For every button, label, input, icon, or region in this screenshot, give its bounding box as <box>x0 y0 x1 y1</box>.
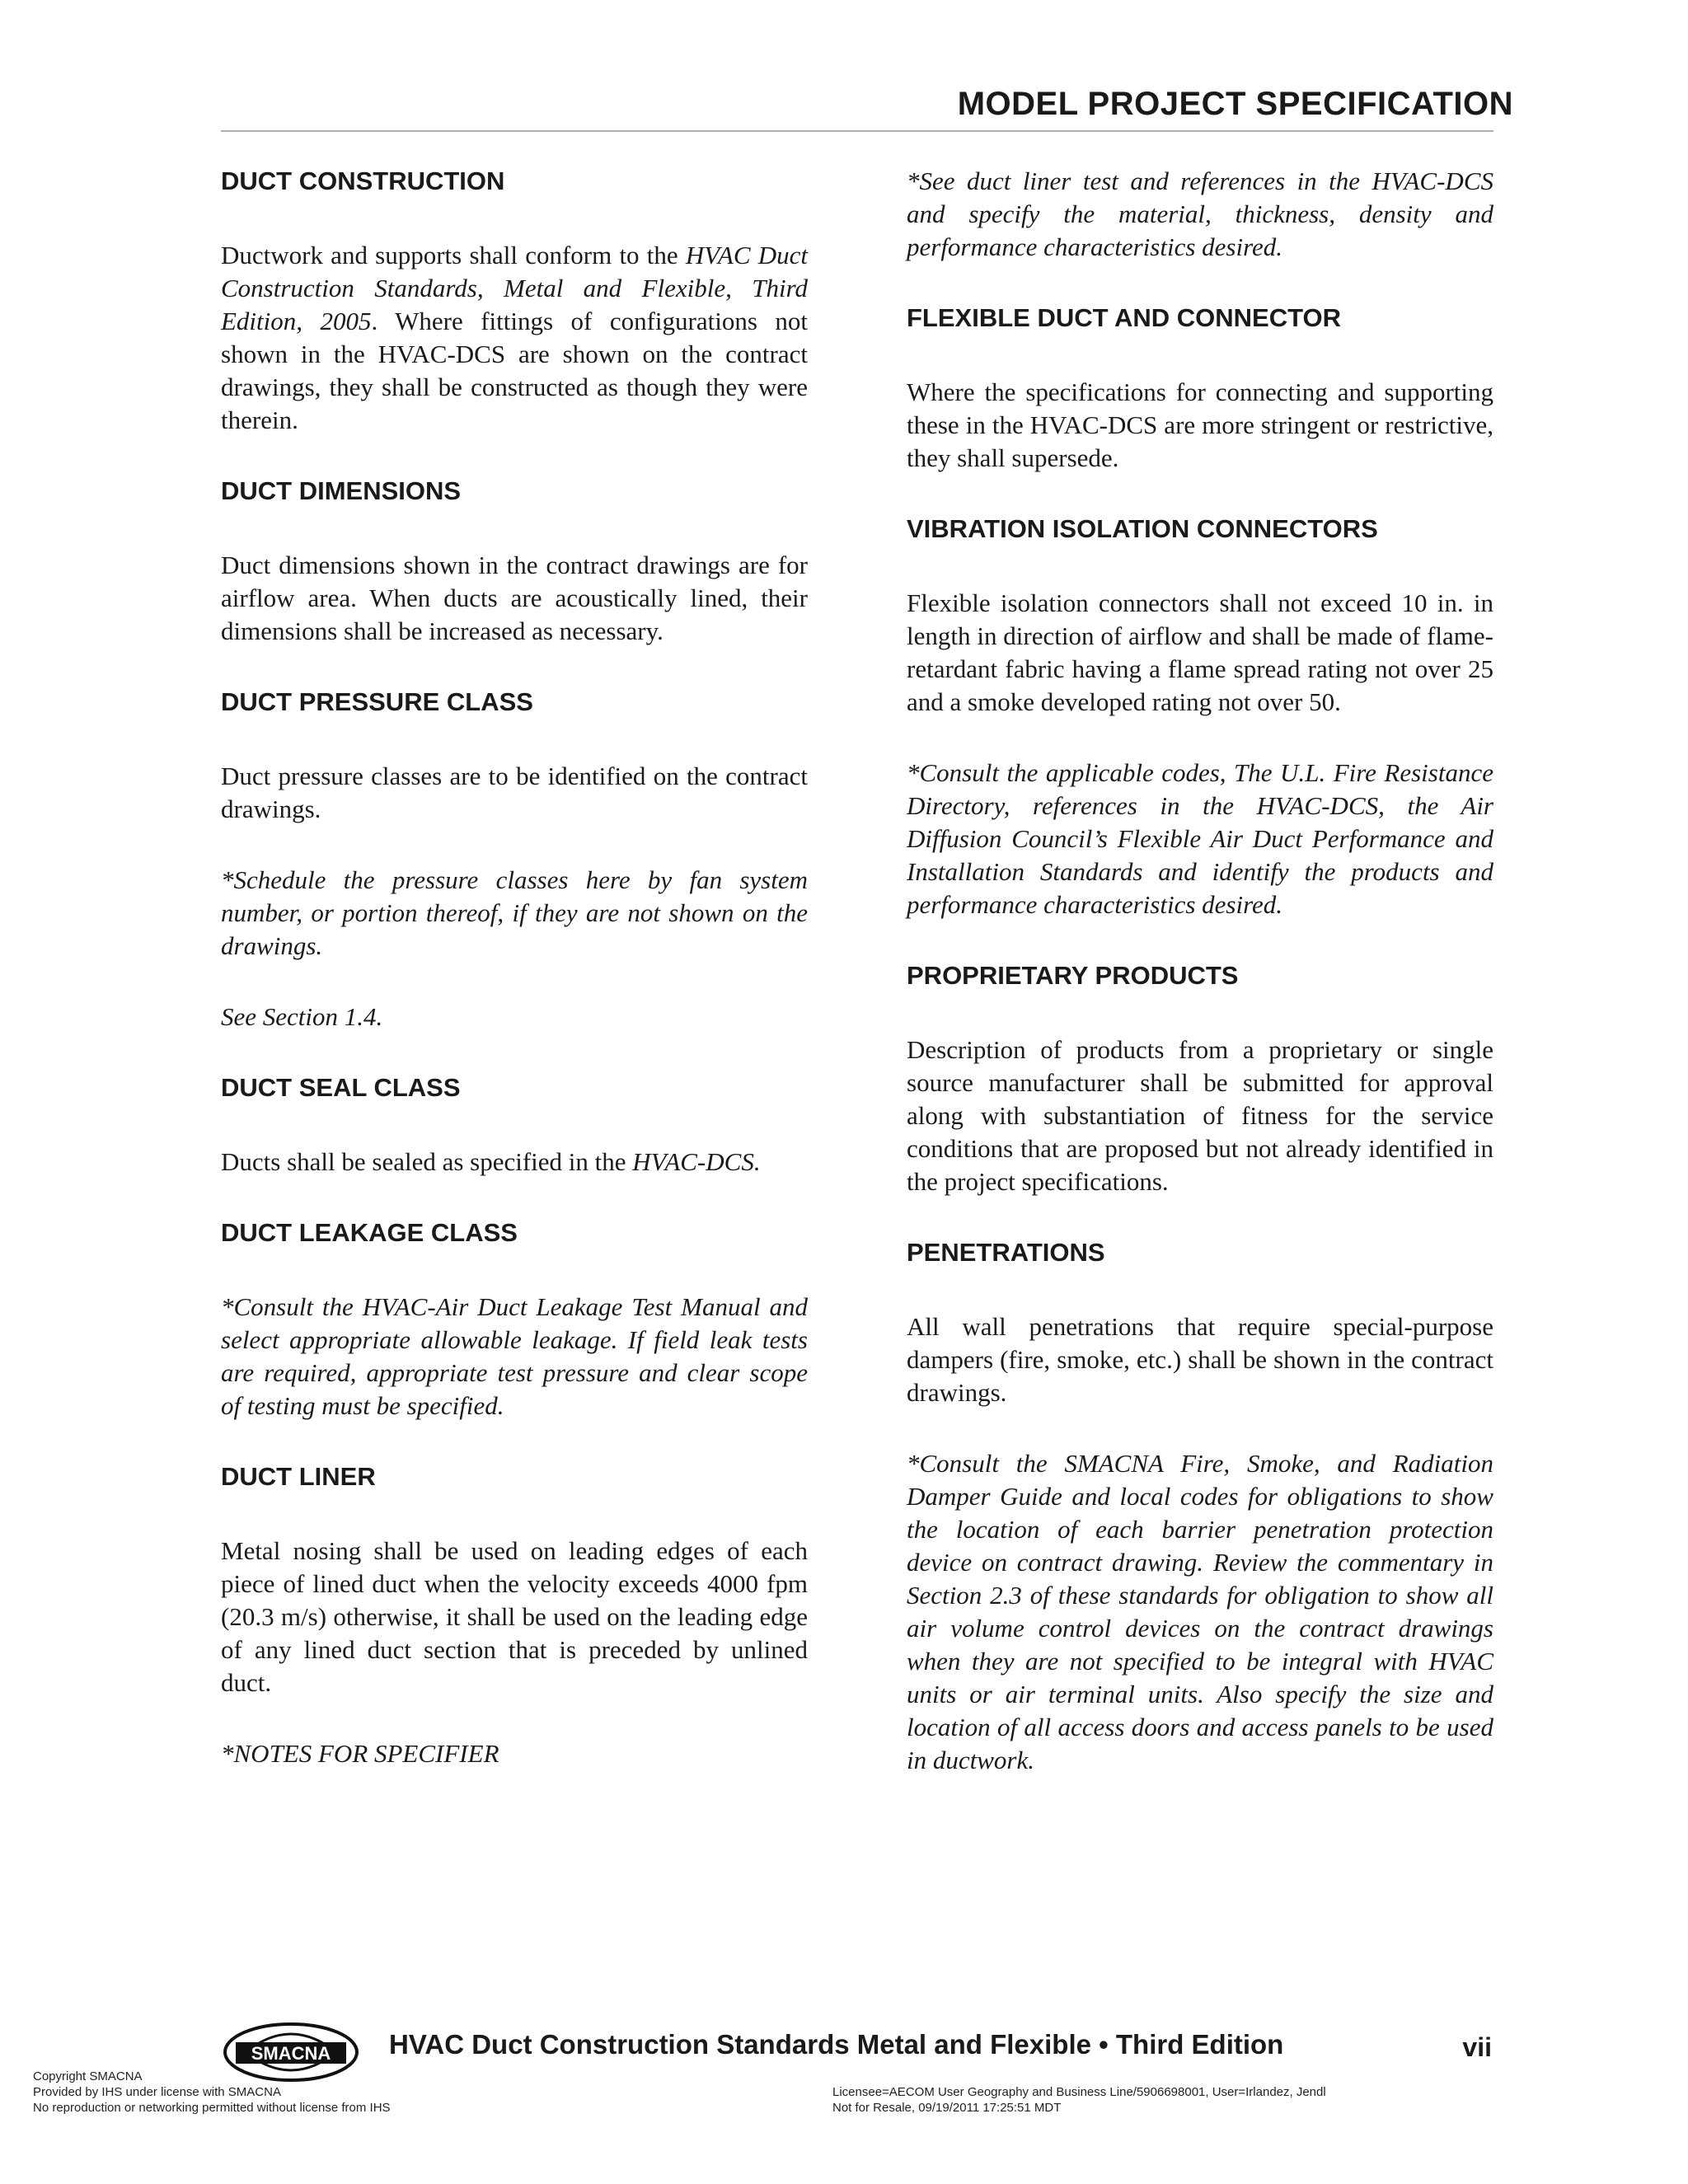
licensee-line-1: Licensee=AECOM User Geography and Business Line/5906698001, User=Irlandez, Jendl <box>832 2085 1326 2099</box>
duct-seal-text-italic: HVAC-DCS. <box>632 1147 761 1176</box>
duct-construction-text-italic: HVAC Duct Construction Standards, Metal and Flexible, Third Edition, 2005 <box>221 241 808 335</box>
duct-dimensions-paragraph: Duct dimensions shown in the contract drawings are for airflow area. When ducts are acoustically lined, their dimensions shall be increased as necessary. <box>221 551 808 645</box>
section-heading-duct-liner: DUCT LINER <box>221 1462 376 1491</box>
section-heading-duct-dimensions: DUCT DIMENSIONS <box>221 476 462 505</box>
licensee-block <box>832 2084 1326 2116</box>
flexible-duct-paragraph: Where the specifications for connecting and supporting these in the HVAC-DCS are more stringent or restrictive, they shall supersede. <box>907 377 1493 472</box>
vibration-isolation-note: *Consult the applicable codes, The U.L. Fire Resistance Directory, references in the HVAC-DCS, the Air Diffusion Council’s Flexible Air Duct Performance and Installation Standards and identify the products and performance characteristics desired. <box>907 758 1493 919</box>
copyright-line-3: No reproduction or networking permitted without license from IHS <box>33 2101 391 2115</box>
licensee-line-2: Not for Resale, 09/19/2011 17:25:51 MDT <box>832 2101 1062 2115</box>
duct-pressure-class-see: See Section 1.4. <box>221 1002 383 1031</box>
page-number: vii <box>1462 2032 1492 2062</box>
duct-pressure-class-paragraph: Duct pressure classes are to be identified on the contract drawings. <box>221 762 808 823</box>
copyright-line-2: Provided by IHS under license with SMACNA <box>33 2085 281 2099</box>
duct-construction-paragraph <box>221 239 808 437</box>
section-heading-duct-pressure-class: DUCT PRESSURE CLASS <box>221 687 533 716</box>
page-header-title: MODEL PROJECT SPECIFICATION <box>957 86 1513 122</box>
right-column <box>907 165 1493 1815</box>
section-heading-penetrations: PENETRATIONS <box>907 1238 1105 1267</box>
header-rule <box>221 130 1493 132</box>
copyright-line-1: Copyright SMACNA <box>33 2069 143 2083</box>
section-heading-flexible-duct: FLEXIBLE DUCT AND CONNECTOR <box>907 303 1341 332</box>
notes-for-specifier: *NOTES FOR SPECIFIER <box>221 1739 499 1768</box>
section-heading-duct-seal-class: DUCT SEAL CLASS <box>221 1073 461 1102</box>
duct-construction-text-b: . Where fittings of configurations not shown in the HVAC-DCS are shown on the contract drawings, they shall be constructed as though they were therein. <box>221 307 808 434</box>
section-heading-vibration-isolation: VIBRATION ISOLATION CONNECTORS <box>907 514 1378 543</box>
duct-seal-text: Ducts shall be sealed as specified in the <box>221 1147 633 1176</box>
penetrations-note: *Consult the SMACNA Fire, Smoke, and Radiation Damper Guide and local codes for obligations to show the location of each barrier penetration protection device on contract drawing. Review the commentary in Section 2.3 of these standards for obligation to show all air volume control devices on the contract drawings when they are not specified to be integral with HVAC units or air terminal units. Also specify the size and location of all access doors and access panels to be used in ductwork. <box>907 1449 1493 1774</box>
duct-liner-note: *See duct liner test and references in the HVAC-DCS and specify the material, thickness, density and performance characteristics desired. <box>907 166 1493 261</box>
duct-seal-class-paragraph <box>221 1146 808 1179</box>
duct-construction-text-a: Ductwork and supports shall conform to the <box>221 241 686 269</box>
proprietary-products-paragraph: Description of products from a proprietary or single source manufacturer shall be submitted for approval along with substantiation of fitness for the service conditions that are proposed but not already identified in the project specifications. <box>907 1035 1493 1196</box>
footer-title: HVAC Duct Construction Standards Metal and Flexible • Third Edition <box>389 2029 1284 2060</box>
section-heading-duct-construction: DUCT CONSTRUCTION <box>221 166 505 195</box>
smacna-logo-text: SMACNA <box>251 2043 331 2064</box>
copyright-block <box>33 2069 391 2116</box>
duct-liner-paragraph: Metal nosing shall be used on leading edges of each piece of lined duct when the velocity exceeds 4000 fpm (20.3 m/s) otherwise, it shall be used on the leading edge of any lined duct section that is preceded by unlined duct. <box>221 1536 808 1697</box>
penetrations-paragraph: All wall penetrations that require special-purpose dampers (fire, smoke, etc.) shall be shown in the contract drawings. <box>907 1312 1493 1407</box>
vibration-isolation-paragraph: Flexible isolation connectors shall not exceed 10 in. in length in direction of airflow and shall be made of flame-retardant fabric having a flame spread rating not over 25 and a smoke developed rating not over 50. <box>907 588 1493 716</box>
left-column <box>221 165 808 1808</box>
duct-pressure-class-note: *Schedule the pressure classes here by fan system number, or portion thereof, if they are not shown on the drawings. <box>221 865 808 960</box>
section-heading-duct-leakage-class: DUCT LEAKAGE CLASS <box>221 1218 518 1247</box>
duct-leakage-class-note: *Consult the HVAC-Air Duct Leakage Test Manual and select appropriate allowable leakage. If field leak tests are required, appropriate test pressure and clear scope of testing must be specified. <box>221 1292 808 1420</box>
section-heading-proprietary-products: PROPRIETARY PRODUCTS <box>907 961 1239 990</box>
